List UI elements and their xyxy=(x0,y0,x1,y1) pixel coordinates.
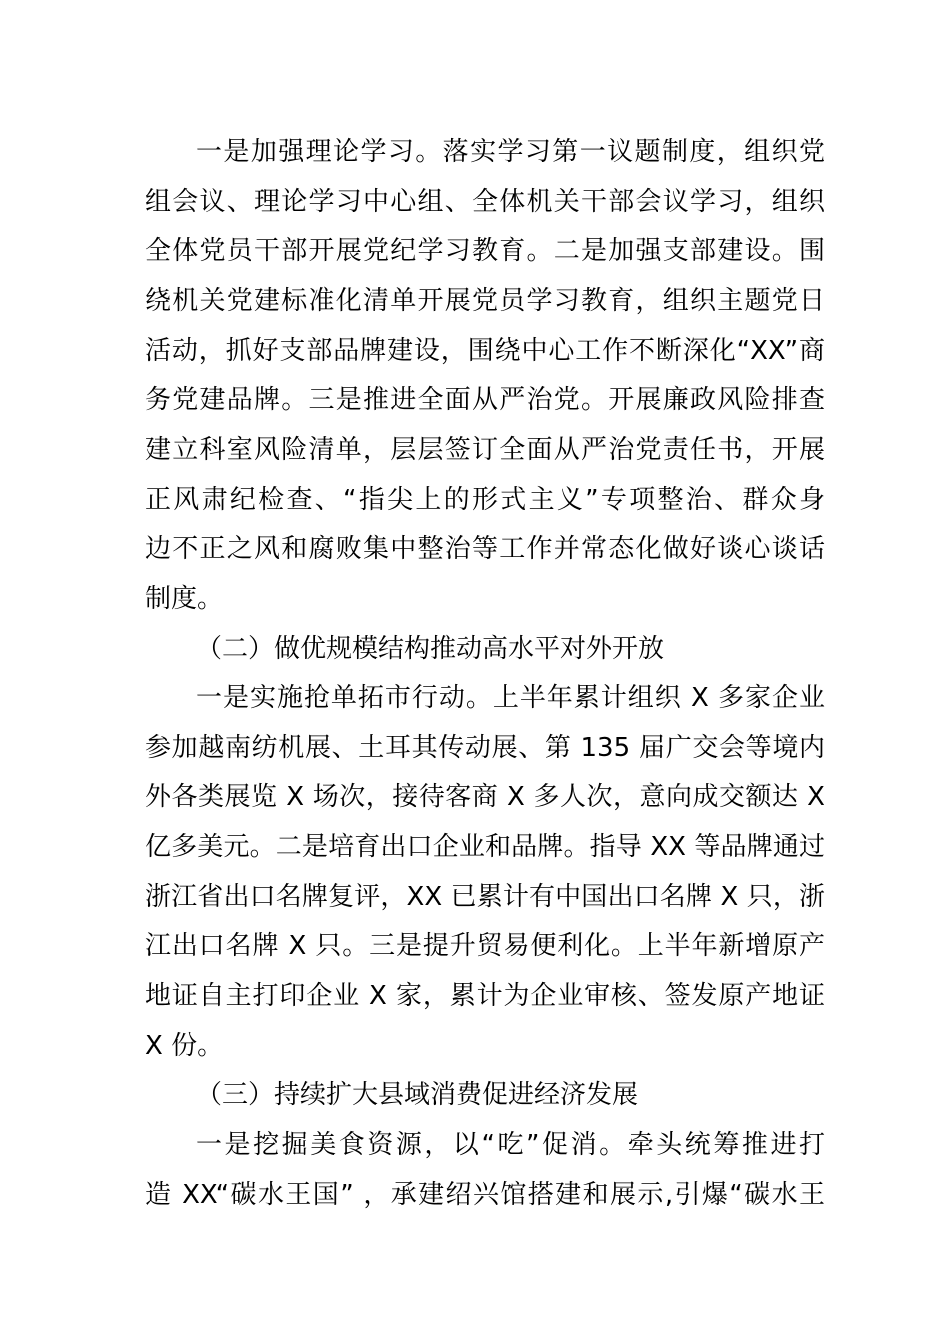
section-heading: （二）做优规模结构推动高水平对外开放 xyxy=(196,634,665,664)
paragraph-line: 地证自主打印企业 X 家，累计为企业审核、签发原产地证 xyxy=(145,981,825,1011)
paragraph-line: 建立科室风险清单，层层签订全面从严治党责任书，开展 xyxy=(145,435,825,465)
paragraph-line: 外各类展览 X 场次，接待客商 X 多人次，意向成交额达 X xyxy=(145,782,825,812)
paragraph-line: 一是实施抢单拓市行动。上半年累计组织 X 多家企业 xyxy=(196,683,825,713)
paragraph-line: 正风肃纪检查、“指尖上的形式主义”专项整治、群众身 xyxy=(145,485,825,515)
paragraph-line: 一是挖掘美食资源，以“吃”促消。牵头统筹推进打 xyxy=(196,1130,825,1160)
paragraph-line: 活动，抓好支部品牌建设，围绕中心工作不断深化“XX”商 xyxy=(145,336,825,366)
paragraph-line: 参加越南纺机展、土耳其传动展、第 135 届广交会等境内 xyxy=(145,733,825,763)
paragraph-line: 务党建品牌。三是推进全面从严治党。开展廉政风险排查 xyxy=(145,385,825,415)
paragraph-line: 亿多美元。二是培育出口企业和品牌。指导 XX 等品牌通过 xyxy=(145,832,825,862)
paragraph-line: X 份。 xyxy=(145,1031,224,1061)
paragraph-line: 制度。 xyxy=(145,584,224,614)
paragraph-line: 组会议、理论学习中心组、全体机关干部会议学习，组织 xyxy=(145,187,825,217)
paragraph-line: 浙江省出口名牌复评，XX 已累计有中国出口名牌 X 只，浙 xyxy=(145,882,825,912)
section-heading: （三）持续扩大县域消费促进经济发展 xyxy=(196,1080,639,1110)
paragraph-line: 江出口名牌 X 只。三是提升贸易便利化。上半年新增原产 xyxy=(145,931,825,961)
paragraph-line: 绕机关党建标准化清单开展党员学习教育，组织主题党日 xyxy=(145,286,825,316)
paragraph-line: 边不正之风和腐败集中整治等工作并常态化做好谈心谈话 xyxy=(145,534,825,564)
paragraph-line: 造 XX“碳水王国” ，承建绍兴馆搭建和展示,引爆“碳水王 xyxy=(145,1180,825,1210)
paragraph-line: 一是加强理论学习。落实学习第一议题制度，组织党 xyxy=(196,137,825,167)
paragraph-line: 全体党员干部开展党纪学习教育。二是加强支部建设。围 xyxy=(145,236,825,266)
